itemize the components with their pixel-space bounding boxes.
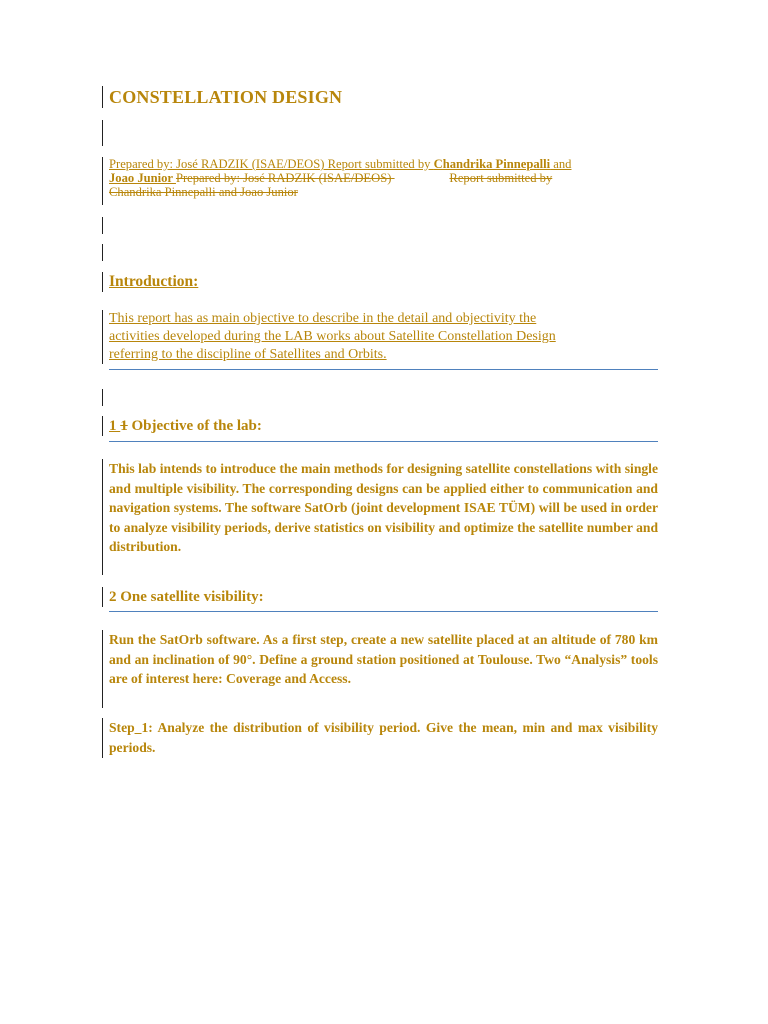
change-bar	[102, 389, 103, 406]
introduction-paragraph: This report has as main objective to describe in the detail and objectivity the activities developed during the LAB works about Satellite Constellation Design referring to the discipline of Satellites and Orbits.	[109, 311, 556, 362]
prepared-line-3: Chandrika Pinnepalli and Joao Junior	[109, 185, 298, 199]
introduction-heading: Introduction:	[109, 273, 199, 290]
section-1-paragraph: This lab intends to introduce the main methods for designing satellite constellations with single and multiple visibility. The corresponding designs can be applied either to communication and navigation systems. The software SatOrb (joint development ISAE TÜM) will be used in order to analyze visibility periods, derive statistics on visibility and optimize the satellite number and distribution.	[109, 461, 658, 555]
author-name: Joao Junior	[109, 171, 176, 185]
divider	[109, 611, 658, 612]
change-bar	[102, 459, 103, 575]
change-bar	[102, 244, 103, 261]
change-bar	[102, 718, 103, 758]
change-bar	[102, 272, 103, 292]
section-2-paragraph: Run the SatOrb software. As a first step, create a new satellite placed at an altitude of 780 km and an inclination of 90°. Define a ground station positioned at Toulouse. Two “Analysis” tools are of interest here: Coverage and Access.	[109, 632, 658, 687]
change-bar	[102, 86, 103, 108]
change-bar	[102, 120, 103, 146]
section-2-heading: 2 One satellite visibility:	[109, 589, 264, 605]
deleted-text: Report submitted by	[449, 171, 553, 185]
change-bar	[102, 157, 103, 205]
change-bar	[102, 310, 103, 364]
prepared-line-1: Prepared by: José RADZIK (ISAE/DEOS) Report submitted by Chandrika Pinnepalli and	[109, 157, 572, 171]
document-title: CONSTELLATION DESIGN	[109, 87, 343, 107]
change-bar	[102, 217, 103, 234]
divider	[109, 441, 658, 442]
prepared-line-2	[109, 171, 669, 185]
deleted-text: Prepared by: José RADZIK (ISAE/DEOS)	[175, 171, 392, 185]
change-bar	[102, 587, 103, 607]
section-1-heading: 1 1 Objective of the lab:	[109, 418, 262, 434]
divider	[109, 369, 658, 370]
author-name: Chandrika Pinnepalli	[433, 157, 551, 171]
step-1-paragraph: Step_1: Analyze the distribution of visibility period. Give the mean, min and max visibility periods.	[109, 720, 658, 755]
prepared-by-block	[109, 157, 669, 199]
change-bar	[102, 416, 103, 436]
change-bar	[102, 630, 103, 708]
